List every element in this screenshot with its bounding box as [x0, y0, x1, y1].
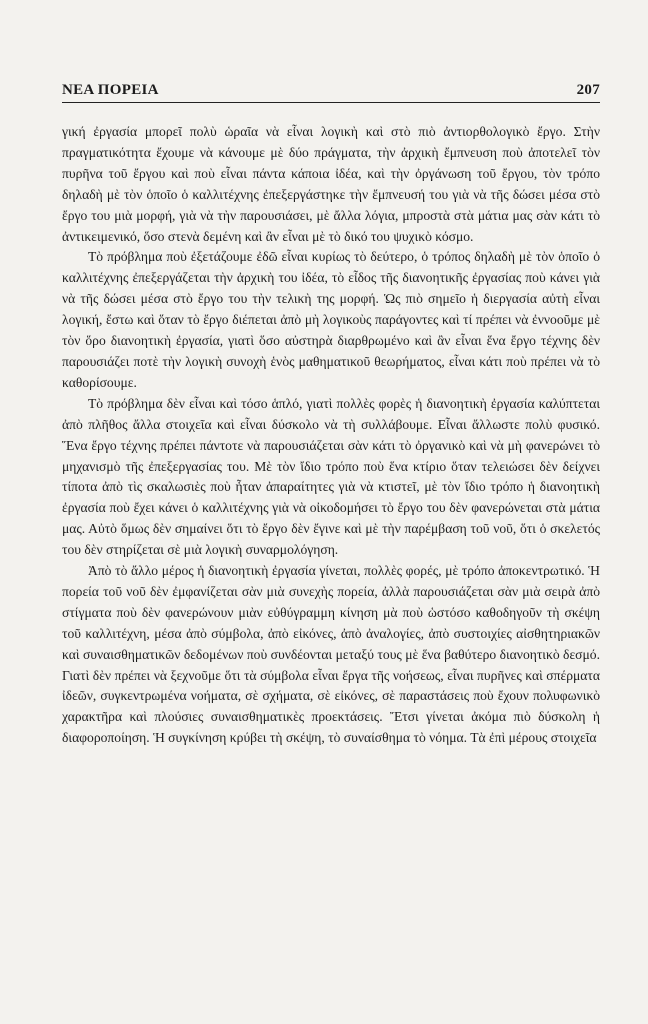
- page-number: 207: [576, 82, 600, 98]
- body-text: [62, 122, 600, 749]
- running-header: [62, 82, 600, 103]
- paragraph: Τὸ πρόβλημα δὲν εἶναι καὶ τόσο ἁπλό, γιατὶ πολλὲς φορὲς ἡ διανοητικὴ ἐργασία καλύπτεται ἀπὸ πλῆθος ἄλλα στοιχεῖα καὶ εἶναι δύσκολο νὰ τὴ συλλάβουμε. Εἶναι ἄλλωστε πολὺ φυσικό. Ἕνα ἔργο τέχνης πρέπει πάντοτε νὰ παρουσιάζεται σὰν κάτι τὸ ὀργανικὸ καὶ νὰ μὴ φανερώνει τὸ μηχανισμὸ τῆς ἐπεξεργασίας του. Μὲ τὸν ἴδιο τρόπο ποὺ ἕνα κτίριο ὅταν τελειώσει δὲν δείχνει τίποτα ἀπὸ τὶς σκαλωσιὲς ποὺ ἦταν ἀπαραίτητες γιὰ νὰ κτιστεῖ, μὲ τὸν ἴδιο τρόπο ἡ διανοητικὴ ἐργασία ποὺ ἔχει κάνει ὁ καλλιτέχνης γιὰ νὰ οἰκοδομήσει τὸ ἔργο του δὲν φανερώνεται στὰ μάτια μας. Αὐτὸ ὅμως δὲν σημαίνει ὅτι τὸ ἔργο δὲν ἔγινε καὶ μὲ τὴν παρέμβαση τοῦ νοῦ, ὅτι ὁ σκελετός του δὲν στηρίζεται σὲ μιὰ λογικὴ συναρμολόγηση.: [62, 395, 600, 558]
- running-title: ΝΕΑ ΠΟΡΕΙΑ: [62, 82, 159, 98]
- paragraph: γική ἐργασία μπορεῖ πολὺ ὡραῖα νὰ εἶναι λογικὴ καὶ στὸ πιὸ ἀντιορθολογικὸ ἔργο. Στὴν πραγματικότητα ἔχουμε νὰ κάνουμε μὲ δύο πράγματα, τὴν ἀρχικὴ ἔμπνευση ποὺ ἀποτελεῖ τὸν πυρῆνα τοῦ ἔργου καὶ ποὺ εἶναι πάντα κάποια ἰδέα, καὶ τὴν ὀργάνωση τοῦ ἔργου, τὸν τρόπο δηλαδὴ μὲ τὸν ὁποῖο ὁ καλλιτέχνης ἐπεξεργάστηκε τὴν ἔμπνευσή του γιὰ νὰ τῆς δώσει μέσα στὸ ἔργο του μιὰ μορφή, γιὰ νὰ τὴν παρουσιάσει, μὲ ἄλλα λόγια, μπροστὰ στὰ μάτια μας σὰν κάτι τὸ ἀντικειμενικό, ὅσο στενὰ δεμένη καὶ ἂν εἶναι μὲ τὸ δικό του ψυχικὸ κόσμο.: [62, 124, 600, 244]
- paragraph: Τὸ πρόβλημα ποὺ ἐξετάζουμε ἐδῶ εἶναι κυρίως τὸ δεύτερο, ὁ τρόπος δηλαδὴ μὲ τὸν ὁποῖο ὁ καλλιτέχνης ἐπεξεργάζεται τὴν ἀρχικὴ του ἰδέα, τὸ εἶδος τῆς διανοητικῆς ἐργασίας ποὺ κάνει γιὰ νὰ τῆς δώσει μέσα στὸ ἔργο του τὴν τελικὴ της μορφή. Ὡς πιὸ σημεῖο ἡ διεργασία αὐτὴ εἶναι λογική, ἔστω καὶ ὅταν τὸ ἔργο διέπεται ἀπὸ μὴ λογικοὺς παράγοντες καὶ τί πρέπει νὰ ἐννοοῦμε μὲ τὸν ὅρο διανοητικὴ ἐργασία, γιατὶ ὅσο αὐστηρὰ διαρθρωμένο καὶ ἂν εἶναι ἕνα ἔργο τέχνης δὲν παρουσιάζει ποτὲ τὴν λογικὴ συνοχὴ ἑνὸς μαθηματικοῦ θεωρήματος, εἶναι κάτι ποὺ πρέπει νὰ τὸ καθορίσουμε.: [62, 249, 600, 390]
- paragraph: Ἀπὸ τὸ ἄλλο μέρος ἡ διανοητικὴ ἐργασία γίνεται, πολλὲς φορές, μὲ τρόπο ἀποκεντρωτικό. Ἡ πορεία τοῦ νοῦ δὲν ἐμφανίζεται σὰν μιὰ συνεχὴς πορεία, ἀλλὰ παρουσιάζεται σὰν μιὰ σειρὰ ἀπὸ στίγματα ποὺ δὲν φανερώνουν μιὰν εὐθύγραμμη κίνηση μὰ ποὺ ὡστόσο καθοδηγοῦν τὴ σκέψη τοῦ καλλιτέχνη, μέσα ἀπὸ σύμβολα, ἀπὸ εἰκόνες, ἀπὸ ἀναλογίες, ἀπὸ συστοιχίες αἰσθητηριακῶν καὶ συναισθηματικῶν δεδομένων ποὺ συνδέονται μεταξύ τους μὲ ἕνα βαθύτερο διανοητικὸ δεσμό. Γιατὶ δὲν πρέπει νὰ ξεχνοῦμε ὅτι τὰ σύμβολα εἶναι ἔργα τῆς νοήσεως, εἶναι πυρῆνες καὶ σπέρματα ἰδεῶν, συγκεντρωμένα νοήματα, σὲ σχήματα, σὲ εἰκόνες, σὲ παραστάσεις ποὺ ἔχουν πολυφωνικὸ χαρακτῆρα καὶ πλούσιες συναισθηματικὲς προεκτάσεις. Ἔτσι γίνεται ἀκόμα πιὸ δύσκολη ἡ διαφοροποίηση. Ἡ συγκίνηση κρύβει τὴ σκέψη, τὸ συναίσθημα τὸ νόημα. Τὰ ἐπὶ μέρους στοιχεῖα: [62, 563, 600, 746]
